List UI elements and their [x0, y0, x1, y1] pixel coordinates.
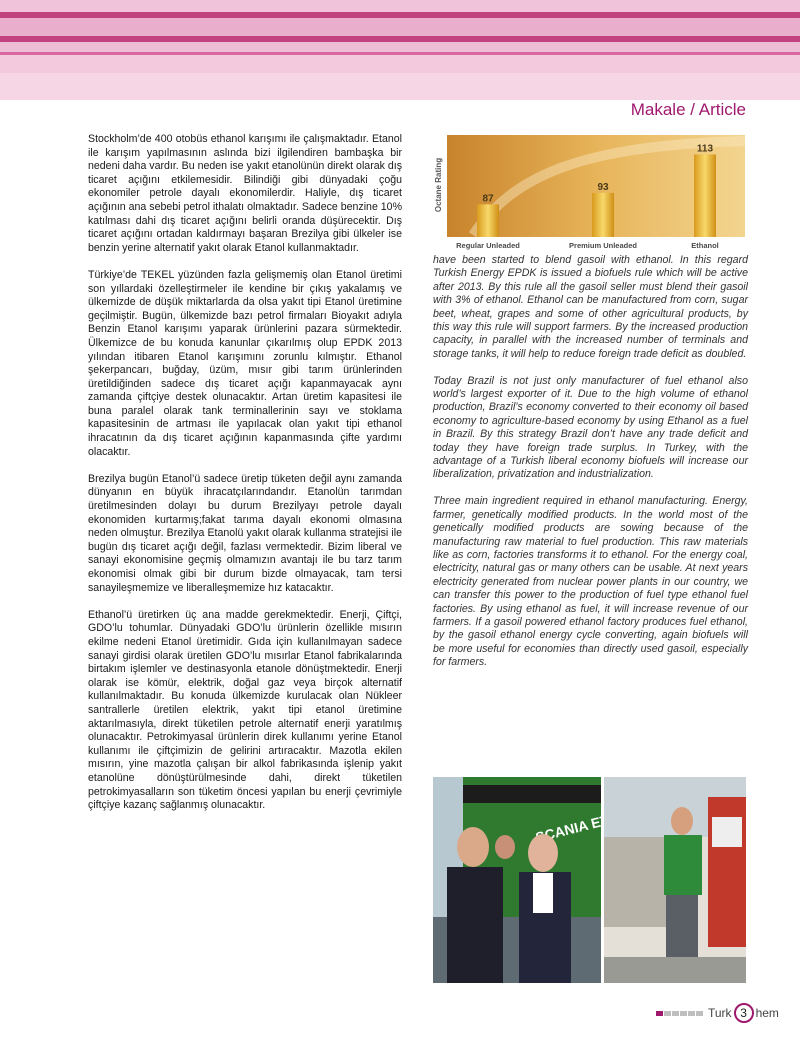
left-paragraph: Türkiye’de TEKEL yüzünden fazla gelişmemiş olan Etanol üretimi son yıllardaki özelleştirmeler ile kendine bir çıkış yakalamış ve ülkemizde de düşük miktarlarda da olsa yakıt tipi Etanol üretimine geçilmiştir. Bugün, ülkemizde bazı petrol firmaları Bioyakıt adıyla Benzin Etanol karışımı yaparak ürünlerini pazara sürmektedir. Ülkemizce de bu konuda kanunlar çıkarılmış olup EPDK 2013 yılından itibaren Etanol karışımını zorunlu kılmıştır. Ethanol şekerpancarı, buğday, üzüm, mısır gibi tarım ürünlerinden üretildiğinden sadece dış ticaret açığı kapanmayacak aynı zamanda çiftçiye destek olunacaktır. Artan üretim kapasitesi ile buna paralel olarak tank terminallerinin sayı ve stoklama kapasitesinin de artması ile yapılacak olan yakıt tipi ethanol ihracatının da dış ticaret açığının kapanmasında çifte yardımı olacaktır.: [88, 268, 402, 458]
bar-premium-unleaded: [592, 193, 614, 237]
footer-square: [696, 1011, 703, 1016]
y-axis-label: Octane Rating: [434, 157, 443, 213]
octane-chart-svg: [433, 135, 745, 255]
page-number: 3: [734, 1003, 754, 1023]
x-tick-label: Ethanol: [691, 241, 719, 250]
left-column: [88, 133, 402, 826]
data-label: 113: [696, 143, 714, 155]
left-paragraph: Brezilya bugün Etanol’ü sadece üretip tüketen değil aynı zamanda dünyanın en büyük ihracatçılarındandır. Etanolün tarımdan üretilmesinden dolayı bu durum Brezilyayı petrole dayalı ekonomiden kurtarmış;fakat tarıma dayalı ekonomi olmasına neden olmuştur. Brezilya Etanolü yakıt olarak kullanma stratejisi ile bugün dış ticaret açığı değil, fazlası vermektedir. Bizim liberal ve sanayi ekonomisine geçmiş olmamızın avantajı ile bu tarz tarım ekonomisi olmak gibi bir durum bizde olmayacak, tam tersi sanayileşmemize ve liberalleşmemize hız katacaktır.: [88, 472, 402, 594]
bar-ethanol: [694, 154, 716, 237]
left-paragraph: Ethanol’ü üretirken üç ana madde gerekmektedir. Enerji, Çiftçi, GDO’lu tohumlar. Dünyadaki GDO’lu ürünlerin özellikle mısırın ekilme nedeni Etanol üretimidir. Gıda için kullanılmayan sadece sanayi girdisi olarak üretilen GDO’lu mısırlar Etanol fabrikalarında birtakım işlemler ve destinasyonla etanole dönüştmektedir. Enerji olarak ise kömür, elektrik, doğal gaz veya birçok alternatif kullanılmaktadır. Bu konuda ülkemizde kurulacak olan Nükleer santrallerle üretilen elektrik, yakıt tipi etanol üretimine aktarılmasıyla, direkt tüketilen petrole alternatif enerji yaratılmış olunacaktır. Petrokimyasal ürünlerin direk kullanımı yerine Etanol kullanımı ile çiftçimizin de gelirini artıracaktır. Mazotla ekilen mısırın, yine mazotla çalışan bir alkol fabrikasında işlenip yakıt etanolüne dönüştürülmesinde dahi, direkt tüketilen petrokimyasalların son tüketim öncesi yapılan bu enerji çevrimiyle çiftçiye kazanç sağlanmış olunacaktır.: [88, 608, 402, 812]
brand-text-before: Turk: [708, 1006, 732, 1020]
footer-square: [680, 1011, 687, 1016]
footer-square-accent: [656, 1011, 663, 1016]
right-column: [433, 254, 748, 683]
right-paragraph: have been started to blend gasoil with ethanol. In this regard Turkish Energy EPDK is issued a biofuels rule which will be active after 2013. By this rule all the gasoil seller must blend their gasoil with 3% of ethanol. Ethanol can be manufactured from corn, sugar beet, wheat, grapes and some of other agricultural products, by this way this rule will support farmers. By the increased production capacity, in parallel with the increased number of terminals and storage tanks, it will help to reduce foreign trade deficit as doubled.: [433, 254, 748, 360]
bus-photo: [433, 777, 601, 983]
footer: [656, 1003, 779, 1023]
header-stripes: [0, 0, 800, 100]
fuel-station-photo: [604, 777, 746, 983]
bus-text: SCANIA: [533, 816, 590, 846]
x-tick-label: Regular Unleaded: [456, 241, 520, 250]
right-paragraph: Three main ingredient required in ethanol manufacturing. Energy, farmer, genetically modified products. In the world most of the genetically modified products are sowing because of the manufacturing raw material to fuel production. This raw materials like as corn, factories transforms it to ethanol. For the energy coal, electricity, natural gas or many others can be usable. At next years electricity generated from nuclear power plants in our country, we can transfer this power to the production of fuel type ethanol fuel factories. By using ethanol as fuel, it will increase revenue of our farmers. If a gasoil powered ethanol factory produces fuel ethanol, by the gasoil ethanol energy cycle converting, again biofuels will be more useful for economies than directly used gasoil, especially for farmers.: [433, 495, 748, 669]
brand-logo: [708, 1003, 779, 1023]
brand-text-after: hem: [755, 1006, 779, 1020]
data-label: 87: [482, 193, 494, 205]
bar-regular-unleaded: [477, 204, 499, 237]
data-label: 93: [597, 181, 609, 193]
left-paragraph: Stockholm’de 400 otobüs ethanol karışımı ile çalışmaktadır. Etanol ile karışım yapılmasının aslında bizi ilgilendiren bambaşka bir nedeni daha vardır. Bu neden ise yakıt etanolünün direkt olarak dış ticaret açığını etkilemesidir. Bilindiği gibi dünyadaki çoğu ekonomiler petrole dayalı ekonomilerdir. Haliyle, dış ticaret açığının ana sebebi petrol ithalatı olmaktadır. Sadece benzine 10% katılması dahi dış ticaret açığını belirli oranda düşürecektir. Dış ticaret açığını ortadan kaldırmayı başaran Brezilya gibi ülkeler ise benzin yerine alternatif yakıt olarak Etanol kullanmaktadır.: [88, 133, 402, 254]
right-paragraph: Today Brazil is not just only manufacturer of fuel ethanol also world’s largest exporter of it. Due to the high volume of ethanol production, Brazil’s economy converted to their economy oil based economy to agriculture-based economy by using Ethanol as a fuel in Brazil. By this strategy Brazil don’t have any trade deficit and today they have foreign trade surplus. In Turkey, with the advantage of a Turkish liberal economy biofuels will increase our liberalization, privatization and industrialization.: [433, 374, 748, 481]
octane-chart: [433, 135, 745, 255]
x-tick-label: Premium Unleaded: [569, 241, 637, 250]
footer-square: [664, 1011, 671, 1016]
section-title: Makale / Article: [630, 100, 746, 119]
footer-square: [688, 1011, 695, 1016]
footer-square: [672, 1011, 679, 1016]
